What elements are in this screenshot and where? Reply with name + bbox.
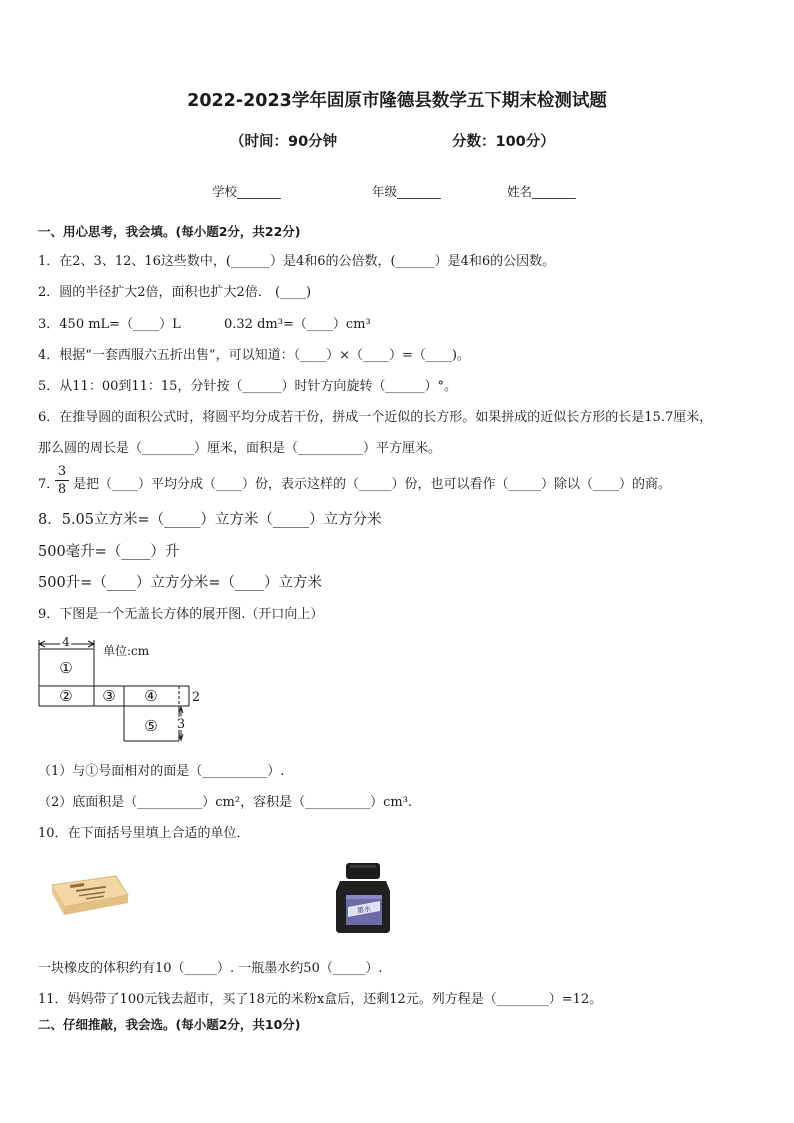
question-6-line1: 6．在推导圆的面积公式时，将圆平均分成若干份，拼成一个近似的长方形。如果拼成的近似长方形的长是15.7厘米， xyxy=(38,410,713,425)
ink-bottle-image xyxy=(332,861,394,935)
section2-heading: 二、仔细推敲，我会选。(每小题2分，共10分) xyxy=(38,1017,301,1032)
section1-heading: 一、用心思考，我会填。(每小题2分，共22分) xyxy=(38,224,301,239)
box-net-diagram xyxy=(34,634,214,746)
question-10-answer: 一块橡皮的体积约有10（_____）. 一瓶墨水约50（_____）. xyxy=(38,961,383,976)
question-8c: 500升=（____）立方分米=（____）立方米 xyxy=(38,575,322,591)
question-6-line2: 那么圆的周长是（________）厘米，面积是（__________）平方厘米。 xyxy=(38,441,442,456)
exam-score: 分数：100分） xyxy=(452,134,555,150)
face-5-label: ⑤ xyxy=(144,717,158,735)
eraser-image xyxy=(46,873,132,919)
dim-right-a-label: 2 xyxy=(191,690,201,705)
question-11: 11．妈妈带了100元钱去超市，买了18元的米粉x盒后，还剩12元。列方程是（________）=12。 xyxy=(38,992,603,1007)
question-8b: 500毫升=（____）升 xyxy=(38,544,180,560)
question-4: 4．根据“一套西服六五折出售”，可以知道：（____）×（____）=（____)。 xyxy=(38,348,470,363)
ink-label-text: 墨水 xyxy=(356,904,372,916)
question-7-prefix: 7． xyxy=(38,477,60,492)
question-9: 9．下图是一个无盖长方体的展开图.（开口向上） xyxy=(38,607,324,622)
fraction-numerator: 3 xyxy=(55,463,69,481)
name-field: 姓名_______ xyxy=(507,184,576,199)
dim-right-b-label: 3 xyxy=(176,717,186,732)
grade-field: 年级_______ xyxy=(372,184,441,199)
face-1-label: ① xyxy=(59,659,73,677)
school-field: 学校_______ xyxy=(212,184,281,199)
question-9-part1: （1）与①号面相对的面是（__________）. xyxy=(38,764,285,779)
face-2-label: ② xyxy=(59,687,73,705)
question-3b: 0.32 dm³=（____）cm³ xyxy=(224,317,371,332)
question-5: 5．从11：00到11：15，分针按（______）时针方向旋转（______）°。 xyxy=(38,379,457,394)
question-1: 1．在2、3、12、16这些数中，(______）是4和6的公倍数，(______）是4和6的公因数。 xyxy=(38,254,556,269)
unit-label: 单位:cm xyxy=(103,644,150,658)
page-title: 2022-2023学年固原市隆德县数学五下期末检测试题 xyxy=(187,91,607,111)
question-3a: 3．450 mL=（____）L xyxy=(38,317,181,332)
question-2: 2．圆的半径扩大2倍，面积也扩大2倍． (____) xyxy=(38,285,312,300)
dim-top-label: 4 xyxy=(62,635,70,649)
face-3-label: ③ xyxy=(102,687,116,705)
question-9-part2: （2）底面积是（__________）cm²，容积是（__________）cm³. xyxy=(38,795,413,810)
fraction-denominator: 8 xyxy=(57,482,67,497)
question-10: 10．在下面括号里填上合适的单位． xyxy=(38,826,250,841)
question-7: 是把（____）平均分成（____）份，表示这样的（_____）份，也可以看作（_____）除以（____）的商。 xyxy=(73,477,672,492)
exam-time: （时间：90分钟 xyxy=(230,134,338,150)
face-4-label: ④ xyxy=(144,687,158,705)
fraction-three-eighths xyxy=(55,463,69,498)
question-8a: 8．5.05立方米=（_____）立方米（_____）立方分米 xyxy=(38,512,382,528)
